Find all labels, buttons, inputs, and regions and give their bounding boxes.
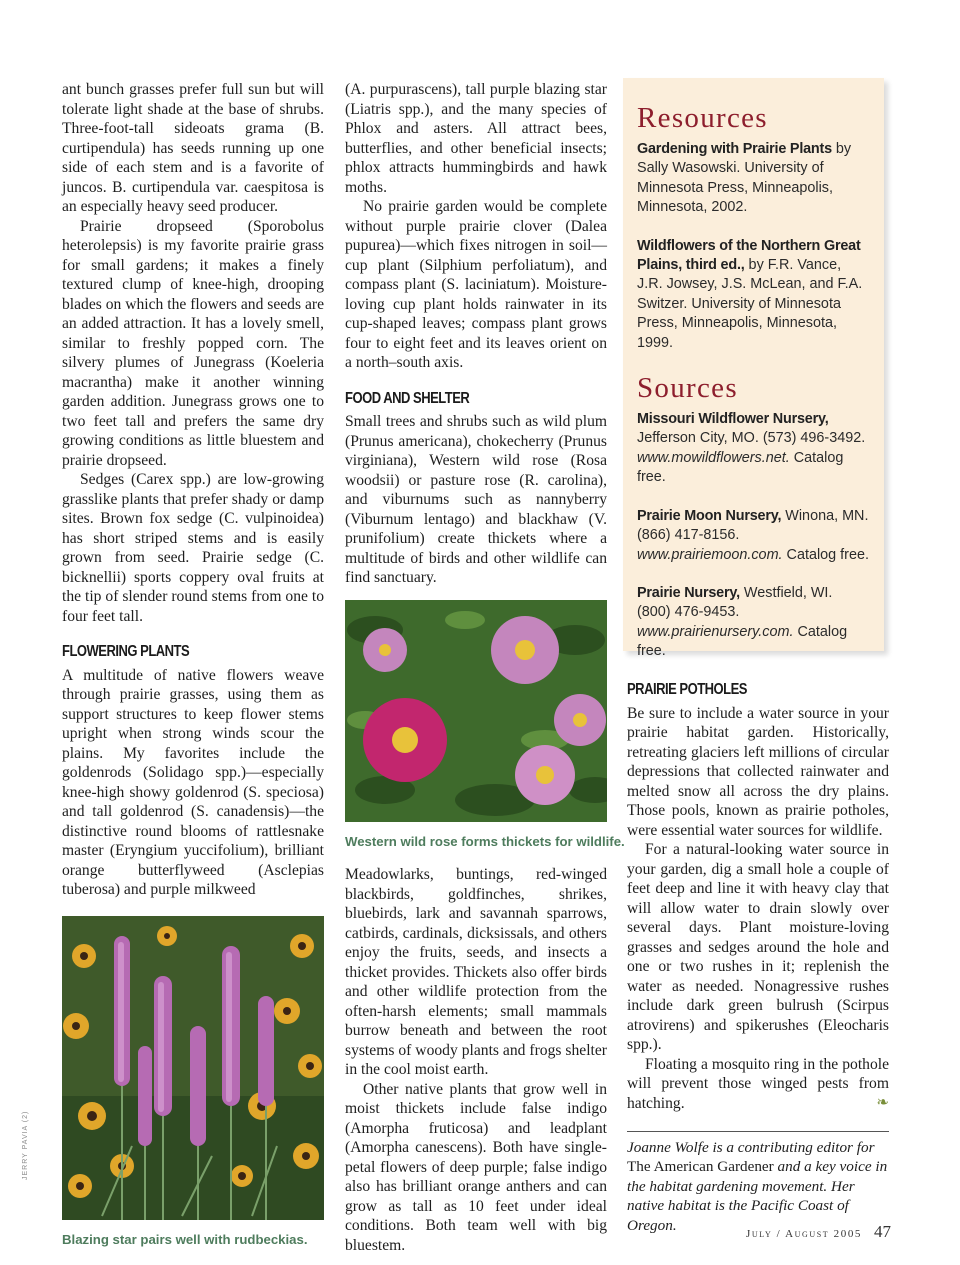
wild-rose-photo [345, 600, 607, 822]
paragraph-sedges: Sedges (Carex spp.) are low-growing grasslike plants that prefer shady or damp sites. Brown fox sedge (C. vulpinoidea) has short striped stems and is easily grown from seed. Prairie sedge (C. bicknellii) sports coppery oval fruits at the tip of slender round stems from one to four feet tall. [62, 471, 324, 625]
photo-credit: JERRY PAVIA (2) [22, 1110, 29, 1180]
resources-title: Resources [637, 102, 768, 134]
resource-entry-2 [637, 237, 870, 353]
heading-food-and-shelter: FOOD AND SHELTER [345, 389, 470, 407]
article-column-1 [62, 80, 324, 1263]
paragraph-other-natives: Other native plants that grow well in moist thickets include false indigo (Amorpha fruticosa) and leadplant (Amorpha canescens). Both have single-petal flowers of deep purple; false indigo also has brilliant orange anthers and can grow as tall as 10 feet under ideal conditions. Both team well with big bluestem. [345, 1080, 607, 1254]
resource-1-details: by Sally Wasowski. University of Minnesota Press, Minneapolis, Minnesota, 2002. [637, 141, 852, 216]
source-1-url[interactable]: www.mowildflowers.net. [637, 449, 790, 466]
source-entry-3 [637, 584, 870, 662]
paragraph-flowering: A multitude of native flowers weave through prairie grasses, using them as support structures to keep flower stems upright when strong winds scour the plains. My favorites include the goldenrods (Solidago spp.)—especially knee-high showy goldenrod (S. speciosa) and tall goldenrod (S. canadensis)—the distinctive round blooms of rattlesnake master (Eryngium yuccifolium), brilliant orange butterflyweed (Asclepias tuberosa) and purple milkweed [62, 666, 324, 898]
page-number: 47 [874, 1222, 892, 1241]
article-column-3 [627, 680, 889, 1235]
source-1-details: Jefferson City, MO. (573) 496-3492. [637, 430, 866, 447]
page-footer [746, 1222, 891, 1242]
paragraph-prairie-clover: No prairie garden would be complete without purple prairie clover (Dalea pupurea)—which fixes nitrogen in soil—cup plant (Silphium perfoliatum), and compass plant (S. laciniatum). Moisture-loving cup plant holds rainwater in its cup-shaped leaves; compass plant grows four to eight feet and its leaves orient on a north–south axis. [345, 198, 607, 371]
sources-title: Sources [637, 372, 738, 405]
resource-2-details: by F.R. Vance, J.R. Jowsey, J.S. McLean, and F.A. Switzer. University of Minnesota Press, Minneapolis, Minnesota, 1999. [637, 257, 863, 351]
mosquito-text: Floating a mosquito ring in the pothole will prevent those winged pests from hatching. [627, 1055, 889, 1112]
source-1-catalog: Catalog free. [637, 449, 844, 486]
source-entry-1 [637, 410, 870, 488]
paragraph-milkweed-continued: (A. purpurascens), tall purple blazing star (Liatris spp.), and the many species of Phlox and asters. All attract bees, butterflies, and other beneficial insects; phlox attracts hummingbirds and hawk moths. [345, 81, 607, 196]
resources-sidebar [623, 78, 884, 660]
blazing-star-photo [62, 916, 324, 1220]
paragraph-food-shelter: Small trees and shrubs such as wild plum (Prunus americana), chokecherry (Prunus virginiana), Western wild rose (Rosa woodsii) or pasture rose (R. carolina), and viburnums such as nannyberry (Viburnum lentago) and blackhaw (V. prunifolium) create thickets where a multitude of birds and other wildlife can find sanctuary. [345, 413, 607, 586]
heading-flowering-plants: FLOWERING PLANTS [62, 643, 190, 660]
resource-entry-1 [637, 140, 870, 218]
source-3-url[interactable]: www.prairienursery.com. [637, 623, 794, 640]
source-3-name: Prairie Nursery, [637, 584, 740, 601]
source-2-catalog: Catalog free. [782, 546, 869, 563]
source-1-name: Missouri Wildflower Nursery, [637, 411, 829, 428]
end-mark-icon: ❧ [876, 1094, 889, 1111]
wild-rose-illustration [345, 600, 607, 822]
source-2-url[interactable]: www.prairiemoon.com. [637, 546, 783, 563]
paragraph-water-source: For a natural-looking water source in your garden, dig a small hole a couple of feet deep and line it with heavy clay that will allow water to drain slowly over several days. Plant moisture-loving grasses and sedges around the hole and one or two rushes in it; replenish the water as needed. Nonagressive rushes include dark green bulrush (Scirpus atrovirens) and spikerushes (Eleocharis spp.). [627, 841, 889, 1053]
source-2-name: Prairie Moon Nursery, [637, 507, 782, 524]
paragraph-dropseed: Prairie dropseed (Sporobolus heterolepsis) is my favorite prairie grass for small gardens; it makes a finely textured clump of knee-high, drooping blades on which the flowers and seeds are an added attraction. It has a lovely smell, similar to freshly popped corn. The silvery plumes of Junegrass (Koeleria macrantha) make it another winning garden addition. Junegrass grows one to two feet tall and prefers the same dry growing conditions as little bluestem and prairie dropseed. [62, 217, 324, 469]
source-entry-2 [637, 507, 870, 565]
resource-1-title: Gardening with Prairie Plants [637, 141, 832, 157]
source-3-catalog: Catalog free. [637, 623, 848, 660]
paragraph-mosquito [627, 1055, 889, 1114]
blazing-star-caption: Blazing star pairs well with rudbeckias. [62, 1231, 308, 1247]
source-2-details: Winona, MN. (866) 417-8156. [637, 507, 869, 544]
author-bio [627, 1131, 889, 1235]
paragraph-potholes: Be sure to include a water source in your prairie habitat garden. Historically, retreating glaciers left millions of circular depressions that collected rainwater and melted snow all across the dry plains. Those pools, known as prairie potholes, were essential water sources for wildlife. [627, 704, 889, 839]
paragraph-bunch-grasses: ant bunch grasses prefer full sun but will tolerate light shade at the base of shrubs. Three-foot-tall sideoats grama (B. curtipendula) has seeds running up one side of each stem and is a favorite of juncos. B. curtipendula var. caespitosa is an especially heavy seed producer. [62, 81, 324, 215]
source-3-details: Westfield, WI. (800) 476-9453. [637, 584, 833, 621]
issue-date: July / August 2005 [746, 1228, 863, 1240]
resource-2-title: Wildflowers of the Northern Great Plains, third ed., [637, 237, 861, 274]
heading-prairie-potholes: PRAIRIE POTHOLES [627, 681, 747, 698]
article-column-2 [345, 80, 625, 1255]
wild-rose-caption: Western wild rose forms thickets for wildlife. [345, 833, 625, 849]
blazing-star-illustration [62, 916, 324, 1220]
bio-magazine: The American Gardener [627, 1158, 774, 1176]
bio-rest: and a key voice in the habitat gardening movement. Her native habitat is the Pacific Coast of Oregon. [627, 1158, 888, 1234]
bio-intro: Joanne Wolfe is a contributing editor for [627, 1139, 875, 1156]
paragraph-birds: Meadowlarks, buntings, red-winged blackbirds, goldfinches, shrikes, bluebirds, lark and savannah sparrows, catbirds, cardinals, dicksissals, and others enjoy the fruits, seeds, and insects a thicket provides. Thickets also offer birds and other wildlife protection from the often-harsh elements; small mammals burrow beneath and between the root systems of woody plants and frogs shelter in the cool moist earth. [345, 866, 607, 1078]
